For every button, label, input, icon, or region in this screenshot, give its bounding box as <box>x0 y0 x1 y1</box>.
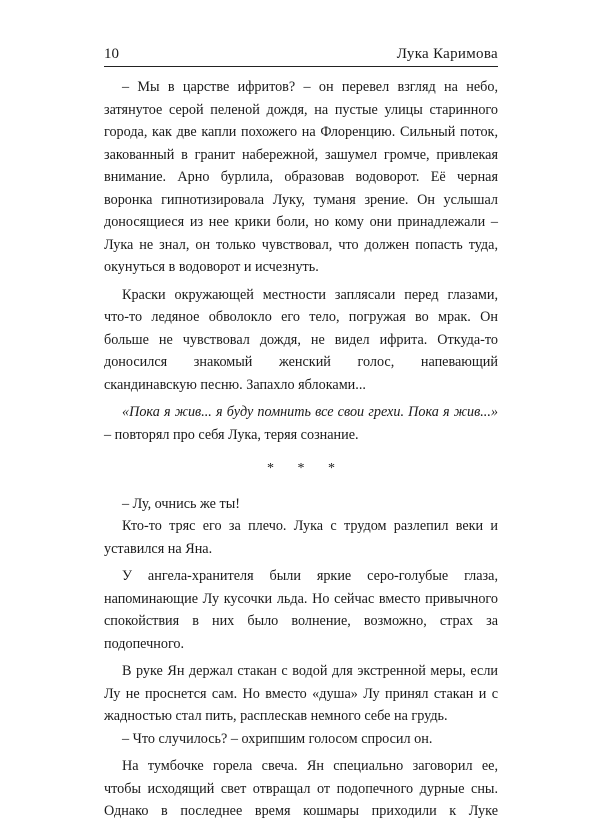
running-header <box>104 44 498 66</box>
paragraph: – Мы в царстве ифритов? – он перевел взгляд на небо, затянутое серой пеленой дождя, на пустые улицы старинного города, как две капли похожего на Флоренцию. Сильный поток, закованный в гранит набережной, зашумел громче, привлекая внимание. Арно бурлила, образовав водоворот. Её черная воронка гипнотизировала Луку, туманя зрение. Он услышал доносящиеся из нее крики боли, но кому они принадлежали – Лука не знал, он только чувствовал, что должен попасть туда, окунуться в водоворот и исчезнуть. <box>104 79 498 275</box>
italic-quote: «Пока я жив... я буду помнить все свои грехи. Пока я жив...» <box>122 404 498 420</box>
page-number: 10 <box>104 46 119 62</box>
paragraph: – Лу, очнись же ты! <box>122 495 240 512</box>
paragraph: «Пока я жив... я буду помнить все свои грехи. Пока я жив...» – повторял про себя Лука, теряя сознание. <box>104 404 498 443</box>
section-break: * * * <box>267 461 345 476</box>
paragraph: – Что случилось? – охрипшим голосом спросил он. <box>122 730 433 747</box>
running-header-author: Лука Каримова <box>396 46 498 62</box>
paragraph: Кто-то тряс его за плечо. Лука с трудом разлепил веки и уставился на Яна. <box>104 518 498 557</box>
paragraph: На тумбочке горела свеча. Ян специально заговорил ее, чтобы исходящий свет отвращал от подопечного дурные сны. Однако в последнее время кошмары приходили к Луке <box>104 758 498 819</box>
body-text <box>104 76 498 823</box>
paragraph: Краски окружающей местности заплясали перед глазами, что-то ледяное обволокло его тело, погружая во мрак. Он больше не чувствовал дождя, не видел ифрита. Откуда-то доносился знакомый женский голос, напевающий скандинавскую песню. Запахло яблоками... <box>104 286 498 393</box>
header-divider <box>104 66 498 67</box>
paragraph: В руке Ян держал стакан с водой для экстренной меры, если Лу не проснется сам. Но вместо «душа» Лу принял стакан и с жадностью стал пить, расплескав немного себе на грудь. <box>104 663 498 724</box>
paragraph: У ангела-хранителя были яркие серо-голубые глаза, напоминающие Лу кусочки льда. Но сейчас вместо привычного спокойствия в них было волнение, возможно, страх за подопечного. <box>104 568 498 652</box>
